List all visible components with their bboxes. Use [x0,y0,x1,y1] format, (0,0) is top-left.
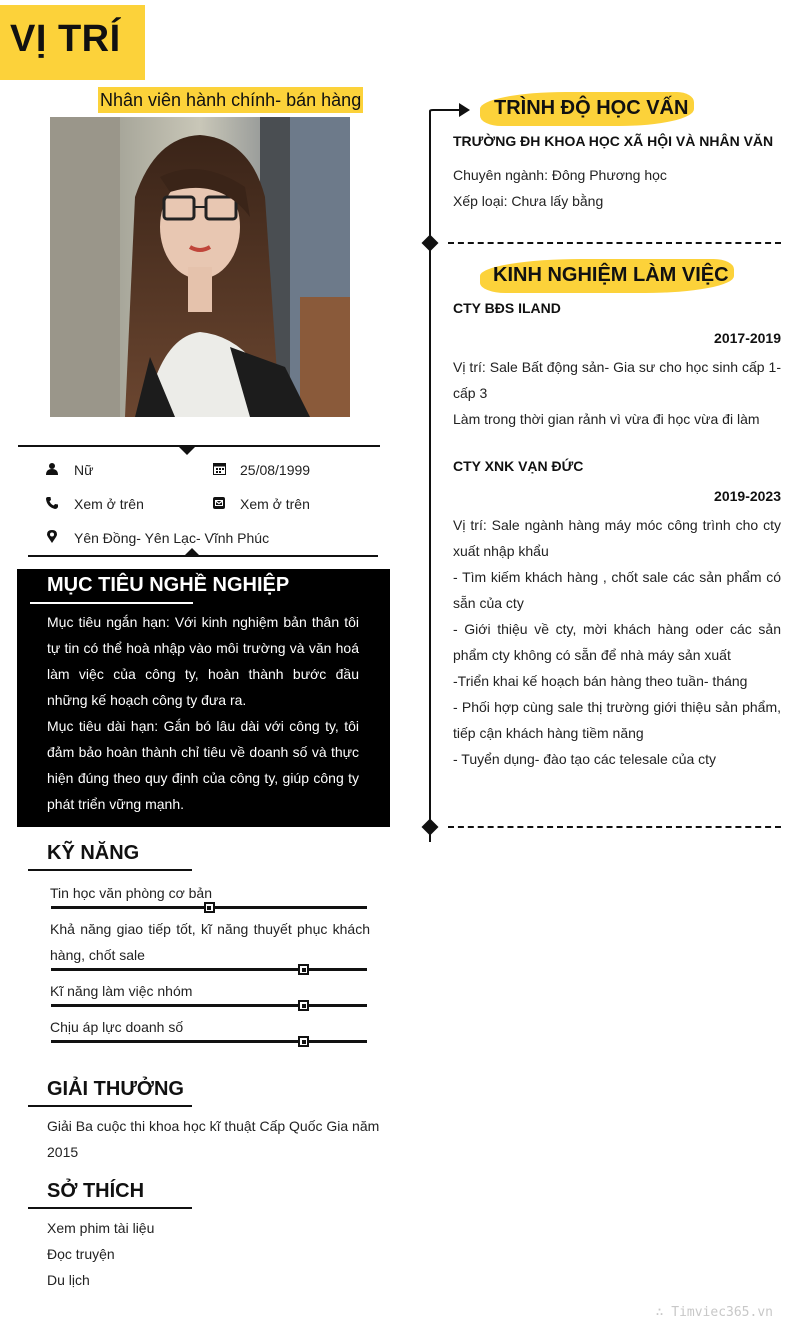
contact-bottom-rule [28,555,378,557]
experience-title: KINH NGHIỆM LÀM VIỆC [493,264,729,286]
skills-title-rule [28,869,192,871]
profile-photo [50,117,350,417]
objective-title: MỤC TIÊU NGHỀ NGHIỆP [47,574,290,596]
education-title: TRÌNH ĐỘ HỌC VẤN [494,97,689,119]
skill-level-marker [298,1036,309,1047]
timeline-node [422,819,439,836]
calendar-icon [213,462,227,476]
awards-text: Giải Ba cuộc thi khoa học kĩ thuật Cấp Quốc Gia năm 2015 [47,1118,380,1160]
timeline-line [429,112,431,842]
timeline-node [422,235,439,252]
section-divider [448,826,781,828]
map-pin-icon [47,530,61,544]
watermark: ∴ Timviec365.vn [655,1305,773,1320]
envelope-icon [213,496,227,510]
job-detail: - Phối hợp cùng sale thị trường giới thiệu sản phẩm, tiếp cận khách hàng tiềm năng [453,699,781,741]
objective-body [47,609,359,817]
job-detail: - Tuyển dụng- đào tạo các telesale của cty [453,751,717,767]
education-grade: Xếp loại: Chưa lấy bằng [453,193,604,209]
job-company: CTY BĐS ILAND [453,300,561,316]
skill-label: Khả năng giao tiếp tốt, kĩ năng thuyết phục khách hàng, chốt sale [50,921,370,963]
skill-label: Chịu áp lực doanh số [50,1019,184,1035]
contact-top-rule [18,445,380,447]
job-detail: Làm trong thời gian rảnh vì vừa đi học vừa đi làm [453,411,760,427]
skill-track [51,968,367,971]
phone-icon [46,496,60,510]
skill-level-marker [204,902,215,913]
job-period: 2019-2023 [714,488,781,504]
timeline-arrow [429,101,473,128]
skills-title: KỸ NĂNG [47,842,140,864]
education-major: Chuyên ngành: Đông Phương học [453,167,667,183]
objective-short-term: Mục tiêu ngắn hạn: Với kinh nghiệm bản thân tôi tự tin có thể hoà nhập vào môi trường và văn hoá làm việc của công ty, hoàn thành bước đầu những kế hoạch công ty đưa ra. [47,614,359,708]
skill-track [51,1040,367,1043]
job-company: CTY XNK VẠN ĐỨC [453,458,584,474]
email-value: Xem ở trên [240,496,310,512]
job-detail: - Tìm kiếm khách hàng , chốt sale các sản phẩm có sẵn của cty [453,569,781,611]
skill-label: Tin học văn phòng cơ bản [50,885,212,901]
job-period: 2017-2019 [714,330,781,346]
awards-title-rule [28,1105,192,1107]
skill-level-marker [298,964,309,975]
job-detail: -Triển khai kế hoạch bán hàng theo tuần- tháng [453,673,748,689]
skill-label: Kĩ năng làm việc nhóm [50,983,193,999]
hobbies-title: SỞ THÍCH [47,1180,145,1202]
section-divider [448,242,781,244]
hobby-item: Du lịch [47,1272,90,1288]
hobbies-title-rule [28,1207,192,1209]
education-school: TRƯỜNG ĐH KHOA HỌC XÃ HỘI VÀ NHÂN VĂN [453,133,774,149]
objective-title-rule [30,602,193,604]
job-detail: - Giới thiệu về cty, mời khách hàng oder các sản phẩm cty không có sẵn để nhà máy sản xuất [453,621,781,663]
awards-title: GIẢI THƯỞNG [47,1078,184,1100]
phone-value: Xem ở trên [74,496,144,512]
job-role: Vị trí: Sale ngành hàng máy móc công trình cho cty xuất nhập khẩu [453,517,781,559]
skill-track [51,906,367,909]
contact-top-marker [179,447,195,455]
job-role: Vị trí: Sale Bất động sản- Gia sư cho học sinh cấp 1- cấp 3 [453,359,781,401]
hobby-item: Xem phim tài liệu [47,1220,155,1236]
address-value: Yên Đồng- Yên Lạc- Vĩnh Phúc [74,530,270,546]
skill-level-marker [298,1000,309,1011]
dob-value: 25/08/1999 [240,462,311,478]
user-icon [46,462,60,476]
position-title: Nhân viên hành chính- bán hàng [98,87,363,113]
gender-value: Nữ [74,462,94,478]
hobby-item: Đọc truyện [47,1246,115,1262]
skill-track [51,1004,367,1007]
objective-long-term: Mục tiêu dài hạn: Gắn bó lâu dài với công ty, tôi đảm bảo hoàn thành chỉ tiêu về doanh số và thực hiện đúng theo quy định của công ty, giúp công ty phát triển vững mạnh. [47,718,359,812]
page-title: VỊ TRÍ [10,18,121,60]
